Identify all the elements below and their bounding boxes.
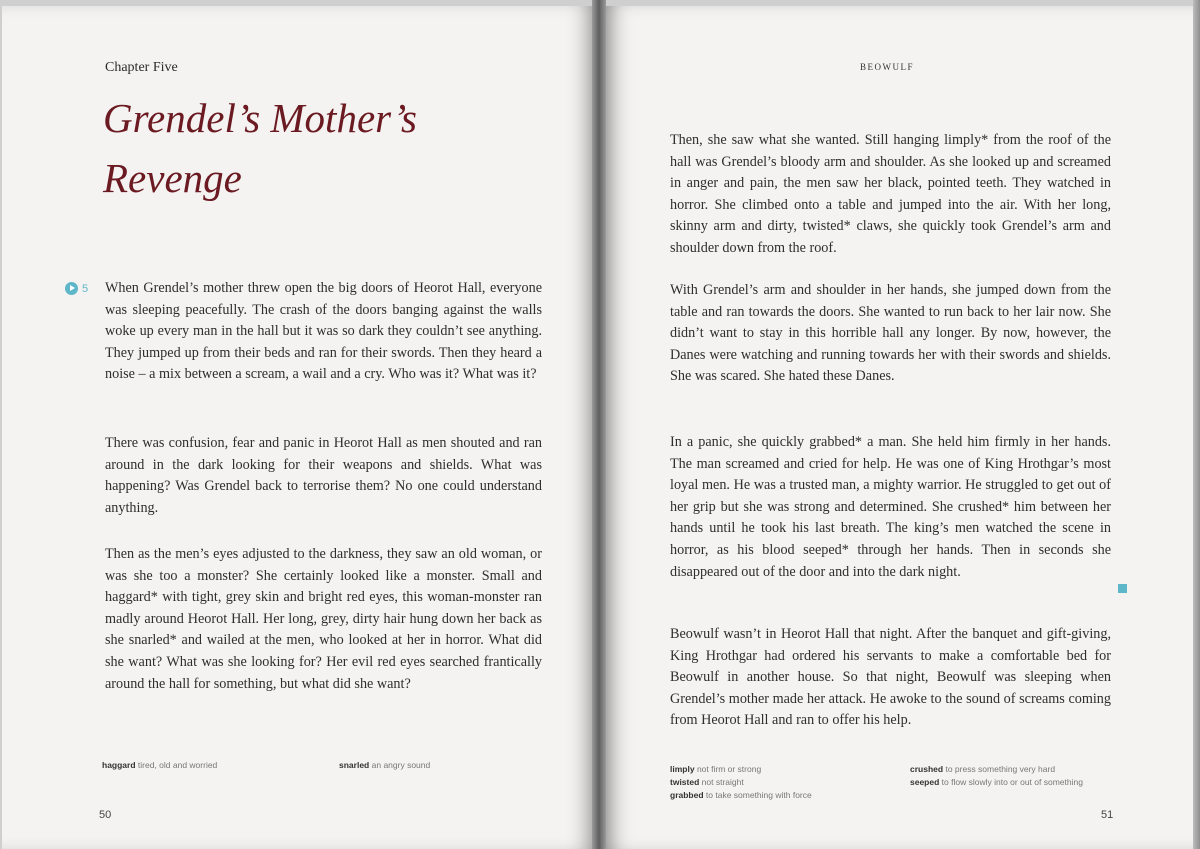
glossary-def: tired, old and worried bbox=[137, 760, 218, 770]
chapter-title: Grendel’s Mother’s Revenge bbox=[103, 95, 417, 201]
page-number: 51 bbox=[1101, 809, 1114, 821]
play-icon[interactable] bbox=[65, 282, 78, 295]
glossary-def: to take something with force bbox=[705, 790, 812, 800]
paragraph-2: There was confusion, fear and panic in Heorot Hall as men shouted and ran around in the dark looking for their weapons and shields. What was happening? Was Grendel back to terrorise them? No one could understand anything. bbox=[105, 435, 542, 516]
glossary-term: limply bbox=[670, 764, 695, 774]
glossary-term: seeped bbox=[910, 777, 940, 787]
paragraph-1: Then, she saw what she wanted. Still hanging limply* from the roof of the hall was Grendel’s bloody arm and shoulder. As she looked up and screamed in anger and pain, the men saw her black, pointed teeth. They watched in horror. She climbed onto a table and jumped into the air. With her long, skinny arm and dirty, twisted* claws, she quickly took Grendel’s arm and shoulder down from the roof. bbox=[670, 132, 1111, 256]
paragraph-4: Beowulf wasn’t in Heorot Hall that night. After the banquet and gift-giving, King Hrothgar had ordered his servants to make a comfortable bed for Beowulf in another house. So that night, Beowulf was sleeping when Grendel’s mother made her attack. He awoke to the sound of screams coming from Heorot Hall and ran to offer his help. bbox=[670, 626, 1111, 729]
glossary-entry bbox=[102, 759, 217, 772]
glossary-def: to press something very hard bbox=[945, 764, 1056, 774]
glossary-column-right bbox=[910, 763, 1083, 789]
end-of-track-marker-icon bbox=[1118, 584, 1127, 593]
glossary-term: snarled bbox=[339, 760, 370, 770]
page-edge bbox=[1193, 0, 1200, 849]
glossary-entry bbox=[670, 776, 812, 789]
glossary-def: not firm or strong bbox=[696, 764, 762, 774]
left-page bbox=[2, 6, 596, 849]
glossary-term: twisted bbox=[670, 777, 700, 787]
glossary-entry bbox=[910, 776, 1083, 789]
paragraph-3: In a panic, she quickly grabbed* a man. She held him firmly in her hands. The man screamed and cried for help. He was one of King Hrothgar’s most loyal men. He was a trusted man, a mighty warrior. He struggled to get out of her grip but she was strong and determined. She crushed* him between her hands until he took his last breath. The king’s men watched the scene in horror, as his blood seeped* through her hands. Then in seconds she disappeared out of the door and into the dark night. bbox=[670, 434, 1111, 580]
audio-track-number: 5 bbox=[82, 282, 89, 295]
right-page bbox=[603, 6, 1193, 849]
page-number: 50 bbox=[99, 809, 112, 821]
glossary-entry bbox=[670, 789, 812, 802]
glossary-entry bbox=[670, 763, 812, 776]
paragraph-3: Then as the men’s eyes adjusted to the darkness, they saw an old woman, or was she too a monster? She certainly looked like a monster. Small and haggard* with tight, grey skin and bright red eyes, this woman-monster ran madly around Heorot Hall. Her long, grey, dirty hair hung down her back as she snarled* and wailed at the men, who looked at her in horror. What did she want? What was she looking for? Her evil red eyes searched frantically around the hall for something, but what did she want? bbox=[105, 546, 542, 692]
book-gutter bbox=[592, 0, 606, 849]
glossary-def: an angry sound bbox=[371, 760, 431, 770]
glossary-term: grabbed bbox=[670, 790, 704, 800]
paragraph-2: With Grendel’s arm and shoulder in her hands, she jumped down from the table and ran towards the doors. She wanted to run back to her lair now. She didn’t want to stay in this horrible hall any longer. By now, however, the Danes were watching and running towards her with their swords and shields. She was scared. She hated these Danes. bbox=[670, 282, 1111, 385]
running-head: BEOWULF bbox=[860, 62, 914, 72]
chapter-label: Chapter Five bbox=[105, 60, 178, 75]
audio-track[interactable] bbox=[65, 282, 88, 295]
glossary-def: not straight bbox=[701, 777, 744, 787]
glossary-term: haggard bbox=[102, 760, 136, 770]
glossary-def: to flow slowly into or out of something bbox=[941, 777, 1083, 787]
paragraph-1: When Grendel’s mother threw open the big doors of Heorot Hall, everyone was sleeping peacefully. The crash of the doors banging against the walls woke up every man in the hall but it was so dark they couldn’t see anything. They jumped up from their beds and ran for their swords. Then they heard a noise – a mix between a scream, a wail and a cry. Who was it? What was it? bbox=[105, 280, 542, 383]
glossary-entry bbox=[339, 759, 430, 772]
glossary-column-left bbox=[670, 763, 812, 802]
glossary-term: crushed bbox=[910, 764, 944, 774]
glossary-entry bbox=[910, 763, 1083, 776]
